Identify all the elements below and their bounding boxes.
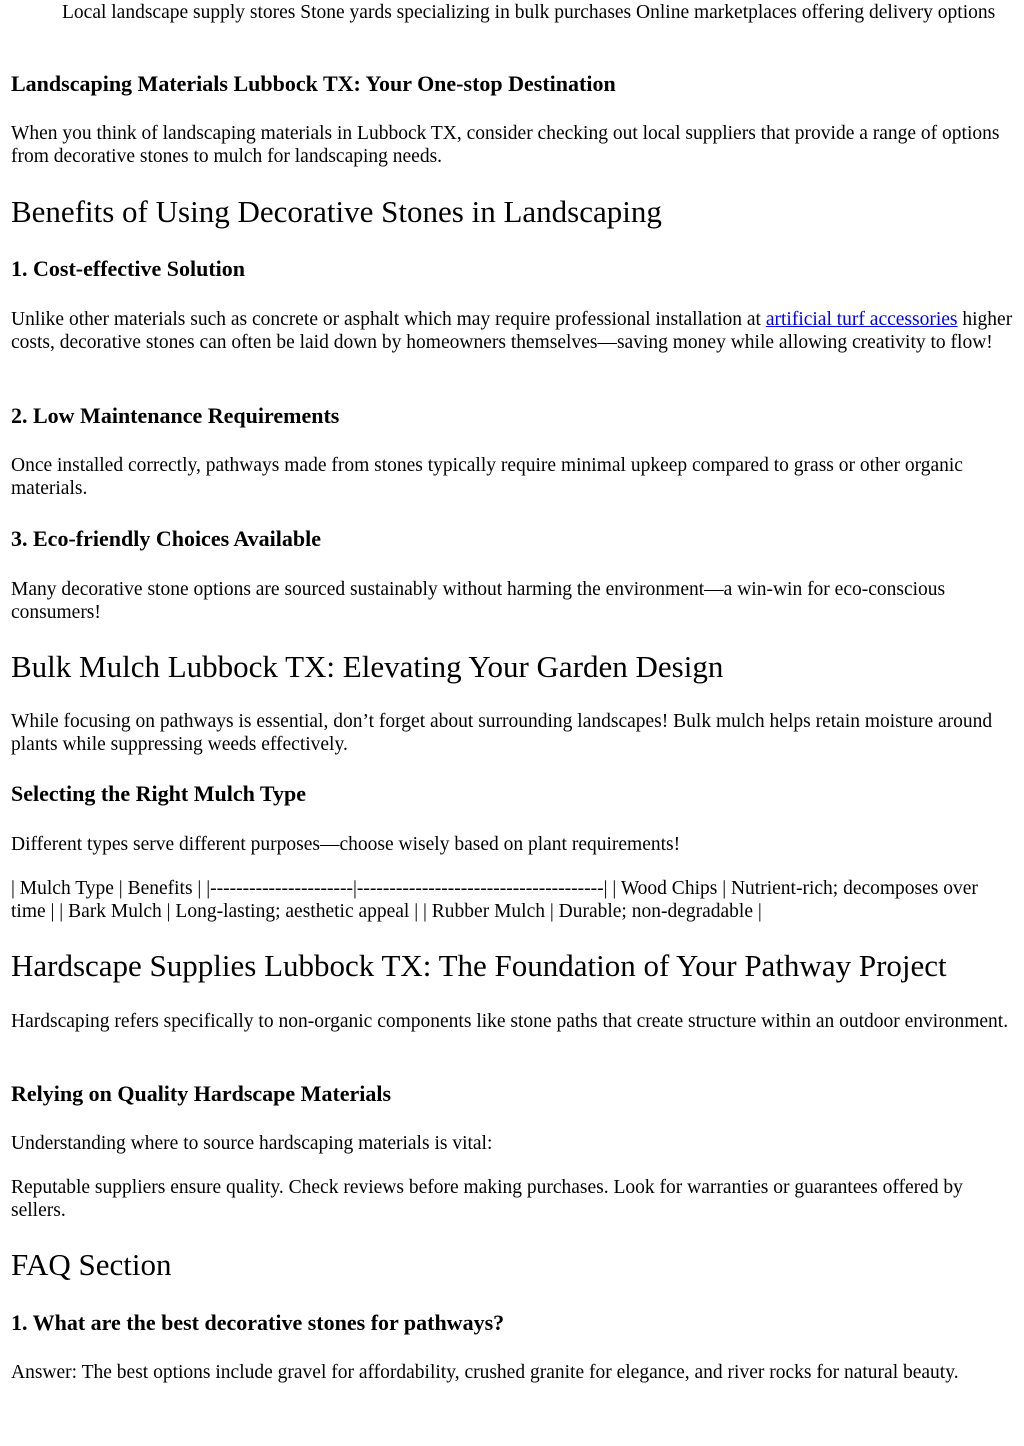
cost-effective-text-after: higher costs, decorative stones can often be laid down by homeowners themselves—saving money while allowing creativity to flow! [11,309,1013,353]
landscaping-materials-paragraph: When you think of landscaping materials in Lubbock TX, consider checking out local suppliers that provide a range of options from decorative stones to mulch for landscaping needs. [11,123,1000,167]
cost-effective-paragraph [11,308,1016,354]
faq-question-1: 1. What are the best decorative stones for pathways? [11,1310,505,1335]
quality-hardscape-paragraph-1: Understanding where to source hardscaping materials is vital: [11,1133,493,1154]
bulk-mulch-heading: Bulk Mulch Lubbock TX: Elevating Your Garden Design [11,649,724,684]
cost-effective-heading: 1. Cost-effective Solution [11,256,246,281]
mulch-type-heading: Selecting the Right Mulch Type [11,781,306,806]
eco-friendly-heading: 3. Eco-friendly Choices Available [11,526,322,551]
eco-friendly-paragraph: Many decorative stone options are sourced sustainably without harming the environment—a win-win for eco-conscious consumers! [11,579,946,623]
mulch-type-paragraph: Different types serve different purposes—choose wisely based on plant requirements! [11,834,681,855]
quality-hardscape-heading: Relying on Quality Hardscape Materials [11,1081,392,1106]
hardscape-supplies-heading: Hardscape Supplies Lubbock TX: The Foundation of Your Pathway Project [11,948,947,983]
hardscape-supplies-paragraph: Hardscaping refers specifically to non-organic components like stone paths that create structure within an outdoor environment. [11,1011,1009,1032]
faq-answer-1: Answer: The best options include gravel for affordability, crushed granite for elegance, and river rocks for natural beauty. [11,1362,959,1383]
faq-heading: FAQ Section [11,1247,172,1282]
bulk-mulch-paragraph: While focusing on pathways is essential, don’t forget about surrounding landscapes! Bulk mulch helps retain moisture around plants while suppressing weeds effectively. [11,711,993,755]
low-maintenance-heading: 2. Low Maintenance Requirements [11,403,340,428]
cost-effective-text-before: Unlike other materials such as concrete or asphalt which may require professional installation at [11,309,766,330]
quality-hardscape-paragraph-2: Reputable suppliers ensure quality. Check reviews before making purchases. Look for warranties or guarantees offered by sellers. [11,1177,963,1221]
mulch-table-text: | Mulch Type | Benefits | |----------------------|--------------------------------------| | Wood Chips | Nutrient-rich; decomposes over time | | Bark Mulch | Long-lasting; aesthetic appeal | | Rubber Mulch | Durable; non-degradable | [11,878,978,922]
intro-paragraph: Local landscape supply stores Stone yards specializing in bulk purchases Online marketplaces offering delivery options [62,2,996,23]
decorative-stones-heading: Benefits of Using Decorative Stones in Landscaping [11,194,662,229]
artificial-turf-accessories-link[interactable]: artificial turf accessories [765,309,958,330]
low-maintenance-paragraph: Once installed correctly, pathways made from stones typically require minimal upkeep compared to grass or other organic materials. [11,455,963,499]
landscaping-materials-heading: Landscaping Materials Lubbock TX: Your One-stop Destination [11,71,616,96]
